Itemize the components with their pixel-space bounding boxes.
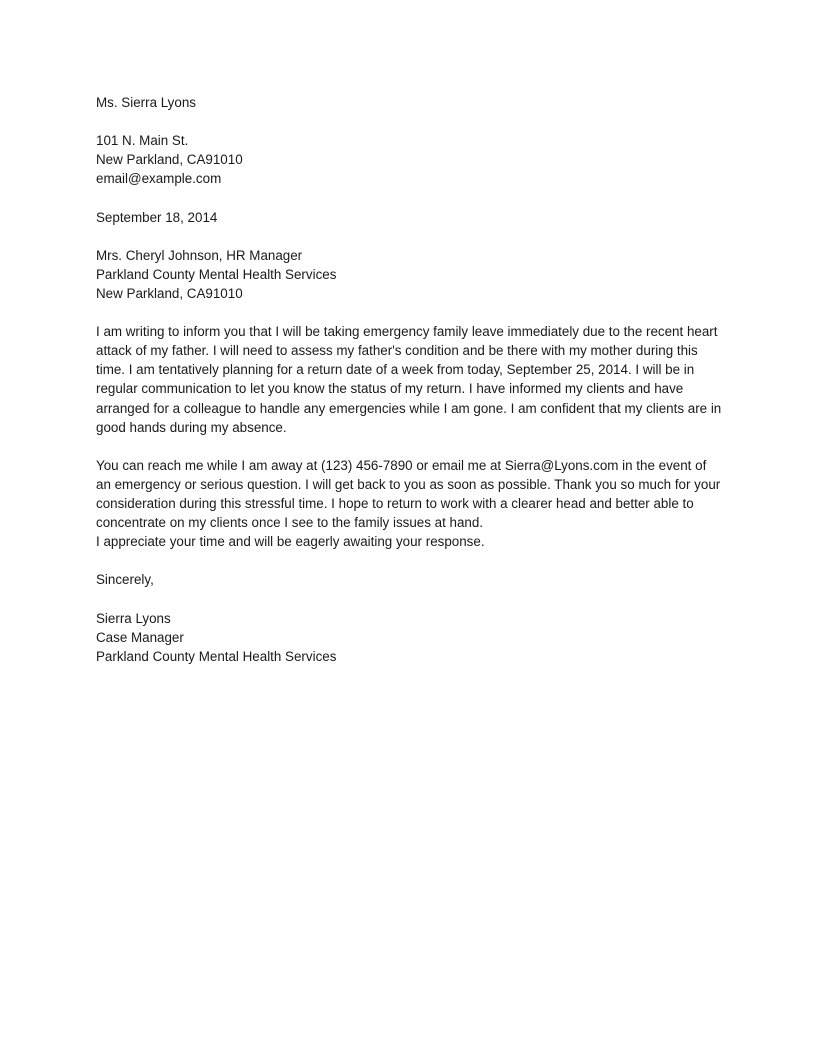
- body-paragraph-2: [96, 456, 816, 551]
- paragraph-line: I am writing to inform you that I will be taking emergency family leave immediately due to the recent heart: [96, 324, 718, 340]
- signature-organization: Parkland County Mental Health Services: [96, 648, 337, 664]
- recipient-city: New Parkland, CA91010: [96, 285, 243, 301]
- closing: Sincerely,: [96, 572, 154, 588]
- paragraph-line: good hands during my absence.: [96, 419, 287, 435]
- recipient-name-title: Mrs. Cheryl Johnson, HR Manager: [96, 247, 303, 263]
- sender-block: [96, 93, 816, 112]
- paragraph-line: an emergency or serious question. I will get back to you as soon as possible. Thank you so much for your: [96, 476, 721, 492]
- signature-name: Sierra Lyons: [96, 610, 171, 626]
- recipient-block: [96, 246, 816, 303]
- sender-address-line2: New Parkland, CA91010: [96, 152, 243, 168]
- sender-address-block: [96, 131, 816, 188]
- letter-date: September 18, 2014: [96, 209, 218, 225]
- paragraph-line: regular communication to let you know the status of my return. I have informed my clients and have: [96, 381, 684, 397]
- sender-name: Ms. Sierra Lyons: [96, 95, 196, 110]
- paragraph-line: I appreciate your time and will be eagerly awaiting your response.: [96, 534, 485, 550]
- paragraph-line: time. I am tentatively planning for a return date of a week from today, September 25, 2014. I will be in: [96, 362, 695, 378]
- paragraph-line: concentrate on my clients once I see to the family issues at hand.: [96, 515, 484, 531]
- date-block: [96, 208, 816, 227]
- paragraph-line: arranged for a colleague to handle any emergencies while I am gone. I am confident that my clients are in: [96, 400, 722, 416]
- signature-block: [96, 609, 816, 666]
- body-paragraph-1: [96, 322, 816, 437]
- closing-block: [96, 570, 816, 589]
- sender-address-line1: 101 N. Main St.: [96, 133, 189, 149]
- paragraph-line: You can reach me while I am away at (123) 456-7890 or email me at Sierra@Lyons.com in the event of: [96, 457, 707, 473]
- recipient-organization: Parkland County Mental Health Services: [96, 266, 337, 282]
- signature-title: Case Manager: [96, 629, 184, 645]
- paragraph-line: consideration during this stressful time. I hope to return to work with a clearer head and better able to: [96, 495, 694, 511]
- sender-email: email@example.com: [96, 171, 222, 187]
- letter-body: [96, 93, 816, 666]
- paragraph-line: attack of my father. I will need to assess my father's condition and be there with my mother during this: [96, 343, 698, 359]
